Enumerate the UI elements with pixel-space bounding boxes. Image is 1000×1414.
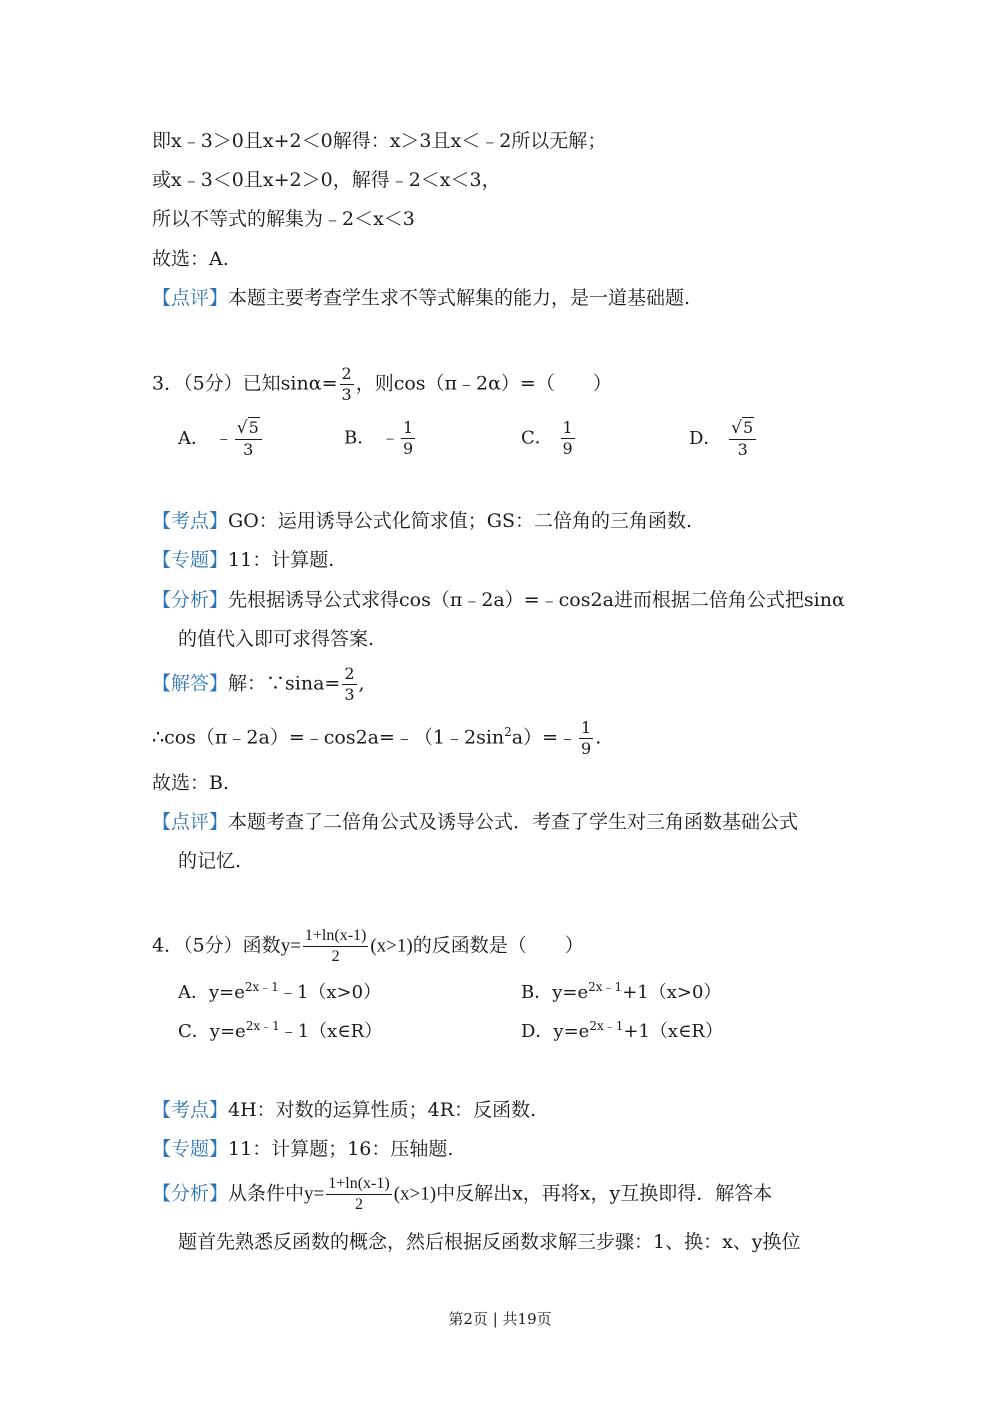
jieda-pre: 解：∵sina= — [228, 672, 341, 695]
page-number: 第2页 — [448, 1310, 488, 1328]
kaodian-tag: 【考点】 — [152, 510, 229, 532]
jieda-post: , — [358, 672, 365, 695]
zhuanti-tag: 【专题】 — [152, 549, 229, 571]
option-label: D． — [689, 428, 722, 449]
text-line: 或x﹣3＜0且x+2＞0，解得﹣2＜x＜3， — [152, 169, 501, 191]
q3-dianping — [152, 809, 798, 835]
option-sign: ﹣ — [214, 428, 233, 449]
option-sup: 2x﹣1 — [244, 980, 279, 994]
fraction-denominator: 2 — [354, 1196, 363, 1213]
fraction-denominator: 3 — [243, 440, 254, 459]
calc-post: . — [595, 726, 602, 749]
q4-option-a — [178, 980, 381, 1006]
option-sign: ﹣ — [380, 427, 399, 449]
option-sup: 2x﹣1 — [588, 980, 623, 994]
review-text: 本题主要考查学生求不等式解集的能力，是一道基础题. — [228, 287, 691, 309]
fenxi-pre: 从条件中 — [228, 1182, 305, 1205]
q3-answer: 故选：B. — [152, 772, 230, 794]
q4-stem-pre: 4．（5分）函数 — [152, 934, 281, 957]
calc-sup: 2 — [504, 725, 512, 740]
option-label: C．y=e — [178, 1021, 246, 1042]
fraction-numerator: 2 — [341, 364, 352, 383]
fenxi-tag: 【分析】 — [152, 1182, 229, 1205]
dianping-text: 本题考查了二倍角公式及诱导公式．考查了学生对三角函数基础公式 — [228, 811, 799, 833]
dianping-tag: 【点评】 — [152, 811, 229, 833]
page-footer — [0, 1308, 1000, 1329]
q4-option-d — [521, 1019, 723, 1045]
kaodian-text: GO：运用诱导公式化简求值；GS：二倍角的三角函数. — [228, 510, 693, 532]
func-y: y= — [280, 935, 301, 957]
fraction-numerator: 1 — [581, 718, 592, 737]
fraction-denominator: 3 — [737, 440, 748, 459]
fraction-numerator: 1+ln(x-1) — [303, 928, 368, 947]
fenxi-text: 先根据诱导公式求得cos（π﹣2a）=﹣cos2a进而根据二倍角公式把sinα — [228, 589, 845, 611]
q3-fenxi-cont: 的值代入即可求得答案. — [178, 628, 375, 650]
fenxi-tag: 【分析】 — [152, 589, 229, 611]
fraction-denominator: 9 — [562, 439, 573, 458]
text-line: 故选：A. — [152, 248, 229, 270]
option-fraction — [729, 420, 756, 458]
q3-option-a — [178, 420, 264, 458]
q3-kaodian — [152, 508, 692, 534]
q4-fenxi — [152, 1176, 772, 1213]
fraction-denominator: 3 — [341, 385, 352, 404]
func-y: y= — [304, 1183, 325, 1205]
q3-fenxi — [152, 587, 845, 613]
fraction-numerator: 1+ln(x-1) — [326, 1176, 391, 1195]
calc-pre: ∴cos（π﹣2a）=﹣cos2a=﹣（1﹣2sin — [152, 726, 505, 749]
q3-dianping-cont: 的记忆. — [178, 850, 242, 872]
func-fraction — [303, 928, 368, 965]
func-fraction — [326, 1176, 391, 1213]
fraction-numerator: 2 — [344, 664, 355, 683]
sqrt-symbol: √5 — [236, 418, 259, 438]
q4-stem-post: 的反函数是（ ） — [412, 934, 584, 957]
q4-stem — [152, 928, 584, 965]
func-condition: (x>1) — [370, 935, 413, 957]
q3-stem-post: ，则cos（π﹣2α）=（ ） — [355, 372, 612, 395]
zhuanti-text: 11：计算题. — [228, 549, 335, 571]
option-fraction — [401, 420, 415, 457]
q3-jieda — [152, 666, 365, 703]
fraction-numerator: 1 — [562, 418, 573, 437]
text-line: 所以不等式的解集为﹣2＜x＜3 — [152, 208, 415, 230]
footer-separator: | — [492, 1310, 498, 1328]
page-total: 共19页 — [502, 1310, 552, 1328]
option-post: +1（x>0） — [622, 982, 722, 1003]
q4-fenxi-cont: 题首先熟悉反函数的概念，然后根据反函数求解三步骤：1、换：x、y换位 — [178, 1231, 801, 1253]
q3-calc — [152, 720, 601, 757]
kaodian-tag: 【考点】 — [152, 1099, 229, 1121]
jieda-fraction — [342, 666, 356, 703]
option-post: +1（x∈R） — [623, 1021, 723, 1042]
review-line — [152, 285, 690, 311]
q3-stem-pre: 3．（5分）已知sinα= — [152, 372, 338, 395]
fraction-denominator: 9 — [402, 439, 414, 458]
calc-mid: a）=﹣ — [511, 726, 578, 749]
q3-option-c — [521, 420, 577, 457]
option-label: B． — [344, 427, 376, 449]
radicand: 5 — [248, 418, 259, 437]
fenxi-post: 中反解出x，再将x，y互换即得．解答本 — [436, 1182, 773, 1205]
fraction-denominator: 9 — [581, 739, 592, 758]
zhuanti-text: 11：计算题；16：压轴题. — [228, 1138, 454, 1160]
q4-zhuanti — [152, 1136, 453, 1162]
jieda-tag: 【解答】 — [152, 672, 229, 695]
q3-stem — [152, 366, 612, 403]
fraction-denominator: 3 — [344, 685, 355, 704]
q4-kaodian — [152, 1097, 536, 1123]
option-fraction — [235, 420, 262, 458]
option-fraction — [561, 420, 575, 457]
option-label: A． — [178, 428, 209, 449]
q4-option-b — [521, 980, 721, 1006]
option-post: ﹣1（x>0） — [278, 982, 382, 1003]
q3-option-b — [344, 420, 417, 457]
fraction-denominator: 2 — [331, 948, 340, 965]
option-post: ﹣1（x∈R） — [279, 1021, 383, 1042]
calc-fraction — [579, 720, 593, 757]
radicand: 5 — [743, 418, 754, 437]
text-line: 即x﹣3＞0且x+2＜0解得：x＞3且x＜﹣2所以无解； — [152, 130, 607, 152]
func-condition: (x>1) — [393, 1183, 437, 1205]
fraction-numerator: 1 — [402, 418, 414, 437]
option-sup: 2x﹣1 — [589, 1019, 624, 1033]
review-tag: 【点评】 — [152, 287, 229, 309]
option-sup: 2x﹣1 — [245, 1019, 280, 1033]
q3-stem-fraction — [340, 366, 354, 403]
option-label: C． — [521, 427, 553, 449]
q3-zhuanti — [152, 547, 334, 573]
option-label: A．y=e — [178, 982, 245, 1003]
option-label: D．y=e — [521, 1021, 590, 1042]
zhuanti-tag: 【专题】 — [152, 1138, 229, 1160]
q3-option-d — [689, 420, 758, 458]
q4-option-c — [178, 1019, 382, 1045]
option-label: B．y=e — [521, 982, 589, 1003]
sqrt-symbol: √5 — [731, 418, 754, 438]
kaodian-text: 4H：对数的运算性质；4R：反函数. — [228, 1099, 537, 1121]
